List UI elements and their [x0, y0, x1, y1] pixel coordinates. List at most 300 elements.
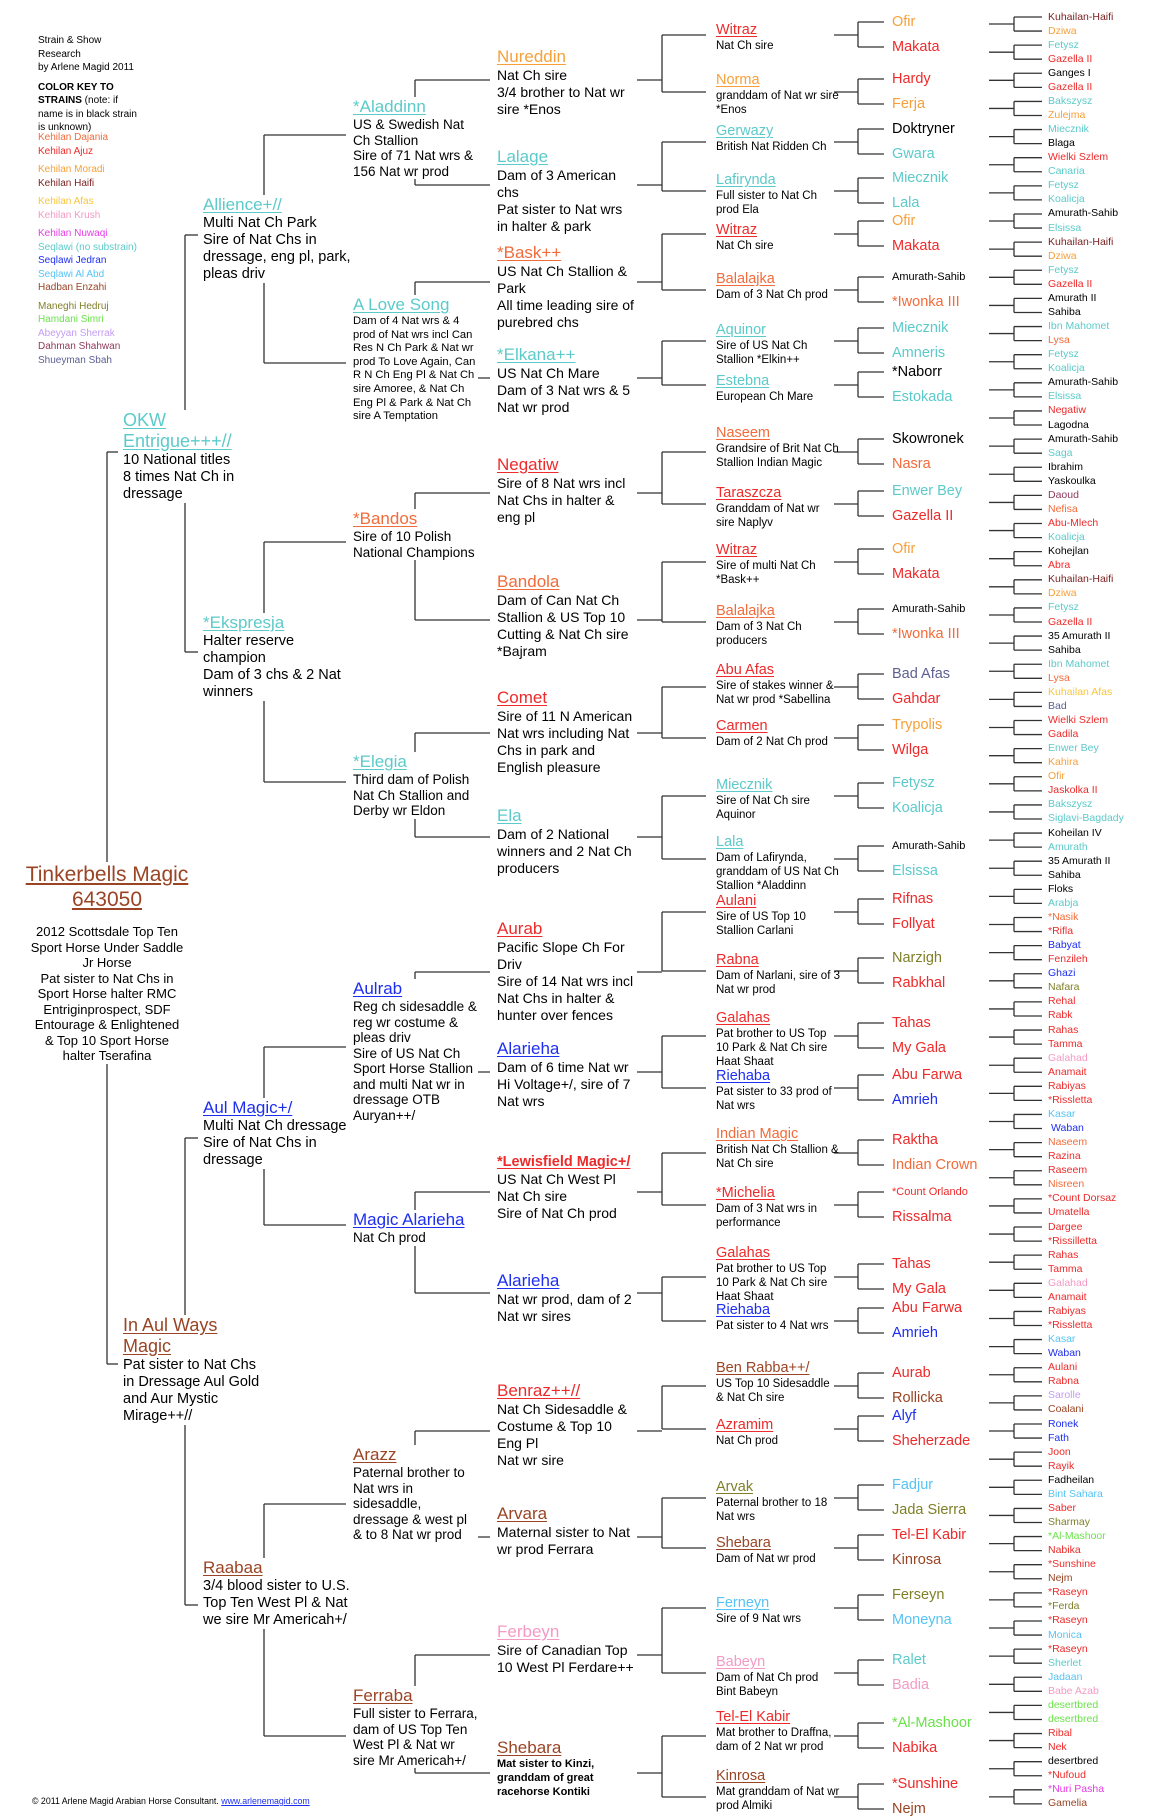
horse-name-link[interactable]: Aulrab	[353, 979, 403, 998]
horse-name-gen7: desertbred	[1048, 1698, 1099, 1711]
horse-name-link[interactable]: Estebna	[716, 373, 770, 389]
color-key-note: (note: if name is in black strain is unknown)	[38, 95, 137, 133]
horse-name-link[interactable]: Balalajka	[716, 603, 775, 619]
horse-name-link[interactable]: Gerwazy	[716, 123, 774, 139]
horse-name-link[interactable]: Norma	[716, 72, 760, 88]
horse-name-gen6: Rissalma	[892, 1209, 952, 1225]
horse-entry-gen5	[716, 485, 840, 530]
horse-name-gen6: Amurath-Sahib	[892, 271, 966, 283]
horse-description: Multi Nat Ch Park Sire of Nat Chs in dressage, eng pl, park, pleas driv	[203, 215, 351, 282]
chart-header	[38, 34, 142, 135]
horse-name-gen6: Gahdar	[892, 691, 941, 707]
horse-entry-gen5	[716, 718, 840, 749]
horse-name-gen6: Estokada	[892, 389, 953, 405]
horse-name-gen6: Nabika	[892, 1740, 938, 1756]
horse-entry-gen5	[716, 952, 840, 997]
horse-name-gen7: Raseem	[1048, 1164, 1088, 1177]
horse-name-gen6: *Iwonka III	[892, 294, 960, 310]
horse-name-link[interactable]: *Michelia	[716, 1185, 775, 1201]
horse-entry-gen1	[123, 1315, 263, 1425]
horse-entry-gen5	[716, 1010, 840, 1069]
horse-name-link[interactable]: Lala	[716, 834, 744, 850]
horse-description: Grandsire of Brit Nat Ch Stallion Indian Magic	[716, 443, 839, 469]
horse-name-link[interactable]: Tel-El Kabir	[716, 1709, 791, 1725]
horse-entry-gen5	[716, 1302, 840, 1333]
horse-name-gen7: Dargee	[1048, 1220, 1083, 1233]
horse-name-gen7: Nafara	[1048, 981, 1080, 994]
horse-name-link[interactable]: Arazz	[353, 1445, 397, 1464]
horse-description: Dam of 4 Nat wrs & 4 prod of Nat wrs incl Can Res N Ch Park & Nat wr prod To Love Again, Can R N Ch Eng Pl & Nat Ch sire Amoree, & Nat Ch Eng Pl & Park & Nat Ch sire A Temptation	[353, 315, 476, 423]
horse-name-link[interactable]: *Elkana++	[497, 345, 576, 364]
horse-name-gen7: Gazella II	[1048, 52, 1093, 65]
header-line-1: Strain & Show Research	[38, 35, 102, 60]
horse-entry-gen4	[497, 1738, 637, 1799]
horse-name-gen7: Ibrahim	[1048, 460, 1084, 473]
horse-description: Granddam of Nat wr sire Naplyv	[716, 503, 820, 529]
horse-name-link[interactable]: Azramim	[716, 1417, 774, 1433]
horse-name-gen6: Alyf	[892, 1408, 917, 1424]
horse-name-link[interactable]: Witraz	[716, 542, 758, 558]
horse-name-link[interactable]: Ferraba	[353, 1686, 413, 1705]
horse-name-link[interactable]: Riehaba	[716, 1068, 771, 1084]
horse-description: Sire of multi Nat Ch *Bask++	[716, 560, 816, 586]
horse-name-link[interactable]: Aul Magic+/	[203, 1098, 293, 1117]
horse-name-gen7: *Raseyn	[1048, 1614, 1088, 1627]
horse-name-gen7: Fetysz	[1048, 348, 1079, 361]
horse-entry-gen5	[716, 222, 840, 253]
horse-name-link[interactable]: *Bask++	[497, 243, 562, 262]
horse-name-gen7: Rahas	[1048, 1248, 1079, 1261]
horse-name-link[interactable]: A Love Song	[353, 295, 450, 314]
horse-entry-gen3	[353, 295, 478, 424]
horse-name-gen7: *Rissletta	[1048, 1319, 1093, 1331]
horse-name-link[interactable]: Abu Afas	[716, 662, 775, 678]
horse-entry-gen5	[716, 1185, 840, 1230]
horse-name-gen7: Sharmay	[1048, 1515, 1091, 1528]
legend-strain-aj: Kehilan Ajuz	[38, 145, 94, 157]
horse-description: Sire of 10 Polish National Champions	[353, 529, 475, 560]
footer	[32, 1796, 310, 1807]
horse-entry-gen5	[716, 1417, 840, 1448]
horse-entry-gen5	[716, 893, 840, 938]
horse-name-gen7: Canaria	[1048, 165, 1085, 178]
horse-entry-gen3	[353, 1445, 478, 1543]
horse-name-gen7: Ibn Mahomet	[1048, 320, 1110, 333]
horse-entry-gen3	[353, 752, 478, 819]
horse-description: Pat sister to 33 prod of Nat wrs	[716, 1086, 832, 1112]
horse-description: Multi Nat Ch dressage Sire of Nat Chs in dressage	[203, 1118, 347, 1168]
horse-name-gen7: Elsissa	[1048, 390, 1082, 403]
horse-name-gen6: Skowronek	[892, 431, 964, 447]
horse-name-link[interactable]: Lalage	[497, 147, 549, 166]
horse-entry-gen4	[497, 572, 637, 660]
horse-name-gen6: Koalicja	[892, 800, 943, 816]
horse-name-gen6: Abu Farwa	[892, 1300, 963, 1316]
horse-name-link[interactable]: Indian Magic	[716, 1126, 799, 1142]
horse-description: Sire of Canadian Top 10 West Pl Ferdare++	[497, 1642, 634, 1675]
horse-name-gen7: Fadheilan	[1048, 1473, 1095, 1486]
horse-name-gen6: Rollicka	[892, 1390, 943, 1406]
horse-name-gen6: Amurath-Sahib	[892, 603, 966, 615]
horse-name-link[interactable]: Alarieha	[497, 1271, 560, 1290]
website-link[interactable]: www.arlenemagid.com	[221, 1796, 310, 1806]
horse-name-gen7: Nefisa	[1048, 502, 1078, 515]
horse-name-gen6: Ofir	[892, 213, 916, 229]
horse-name-gen7: Tamma	[1048, 1262, 1083, 1275]
horse-name-gen7: *Rissletta	[1048, 1093, 1093, 1106]
horse-name-gen7: Kuhailan Afas	[1048, 685, 1113, 698]
horse-entry-gen4	[497, 1154, 637, 1222]
horse-name-gen6: Enwer Bey	[892, 483, 963, 499]
horse-description: Pat brother to US Top 10 Park & Nat Ch sire Haat Shaat	[716, 1263, 828, 1303]
horse-name-gen7: Coalani	[1048, 1403, 1084, 1416]
legend-strain-se: Seqlawi (no substrain)	[38, 241, 137, 253]
horse-name-link[interactable]: Shebara	[716, 1535, 771, 1551]
horse-name-link[interactable]: Alarieha	[497, 1039, 560, 1058]
horse-name-gen6: Moneyna	[892, 1612, 952, 1628]
legend-strain-kr: Kehilan Krush	[38, 209, 101, 221]
horse-name-gen7: Negatiw	[1048, 404, 1086, 417]
legend-strain-hm: Hamdani Simri	[38, 314, 104, 325]
horse-name-gen6: Doktryner	[892, 121, 955, 137]
horse-name-link[interactable]: Ferbeyn	[497, 1622, 560, 1641]
horse-name-gen7: Bad	[1048, 699, 1067, 712]
horse-name-gen7: Babe Azab	[1048, 1684, 1099, 1697]
horse-name-link[interactable]: Taraszcza	[716, 485, 782, 501]
horse-entry-gen5	[716, 373, 840, 404]
legend-strain-af: Kehilan Afas	[38, 196, 94, 207]
horse-name-link[interactable]: Galahas	[716, 1010, 771, 1026]
legend-group	[38, 300, 137, 368]
horse-name-link[interactable]: Kinrosa	[716, 1768, 766, 1784]
horse-description: Nat Ch prod	[716, 1435, 779, 1447]
horse-name-link[interactable]: Witraz	[716, 222, 758, 238]
horse-name-link[interactable]: Ferneyn	[716, 1595, 770, 1611]
horse-name-gen7: Ofir	[1048, 770, 1065, 783]
horse-name-gen7: *Rifla	[1048, 925, 1074, 938]
horse-name-gen6: Fadjur	[892, 1477, 934, 1493]
horse-name-link[interactable]: Allience+//	[203, 195, 282, 214]
horse-entry-gen5	[716, 1245, 840, 1304]
horse-description: Nat Ch sire	[716, 40, 774, 52]
horse-name-gen7: Umatella	[1048, 1206, 1090, 1219]
horse-name-link[interactable]: Bandola	[497, 572, 560, 591]
horse-name-link[interactable]: Lafirynda	[716, 172, 776, 188]
horse-name-gen6: Amurath-Sahib	[892, 840, 966, 852]
horse-name-link[interactable]: Aulani	[716, 893, 757, 909]
horse-entry-gen5	[716, 1068, 840, 1113]
horse-name-gen7: Galahad	[1048, 1051, 1088, 1064]
horse-description: Dam of 3 Nat Ch prod	[716, 289, 828, 301]
horse-description: US Nat Ch West Pl Nat Ch sire Sire of Nat Ch prod	[497, 1171, 617, 1221]
horse-entry-gen4	[497, 688, 637, 776]
horse-name-link[interactable]: *Lewisfield Magic+/	[497, 1154, 631, 1170]
horse-name-gen7: Aulani	[1048, 1361, 1078, 1374]
horse-name-link[interactable]: Ben Rabba++/	[716, 1360, 810, 1376]
horse-name-link[interactable]: Galahas	[716, 1245, 771, 1261]
horse-entry-gen5	[716, 1595, 840, 1626]
horse-entry-gen5	[716, 1479, 840, 1524]
horse-name-gen7: Fenzileh	[1048, 953, 1088, 966]
horse-entry-gen5	[716, 271, 840, 302]
horse-name-gen7: Siglavi-Bagdady	[1048, 812, 1124, 825]
horse-name-gen6: Rifnas	[892, 891, 934, 907]
horse-name-gen7: Amurath-Sahib	[1048, 207, 1119, 220]
horse-description: Dam of Nat wr prod	[716, 1553, 816, 1565]
horse-name-link[interactable]: *Elegia	[353, 752, 407, 771]
horse-description: US Nat Ch Mare Dam of 3 Nat wrs & 5 Nat wr prod	[497, 365, 631, 415]
horse-description: Dam of 2 National winners and 2 Nat Ch producers	[497, 826, 632, 876]
horse-name-gen7: Bakszysz	[1048, 94, 1093, 107]
horse-name-link[interactable]: Riehaba	[716, 1302, 771, 1318]
horse-name-gen6: Hardy	[892, 71, 931, 87]
horse-name-gen7: *Nasik	[1048, 910, 1079, 923]
horse-name-gen7: Galahad	[1048, 1276, 1088, 1289]
color-key-heading	[38, 81, 142, 135]
horse-name-gen7: *Nuri Pasha	[1048, 1783, 1105, 1796]
legend-strain-ab: Seqlawi Al Abd	[38, 268, 105, 280]
horse-entry-gen4	[497, 147, 637, 235]
horse-name-gen7: Dziwa	[1048, 249, 1077, 262]
horse-name-gen7: Kuhailan-Haifi	[1048, 10, 1114, 23]
horse-description: Maternal sister to Nat wr prod Ferrara	[497, 1524, 631, 1557]
horse-name-gen7: Dziwa	[1048, 587, 1077, 600]
horse-name-gen7: Yaskoulka	[1048, 474, 1096, 487]
horse-name-link[interactable]: Benraz++//	[497, 1381, 581, 1400]
horse-name-gen6: Elsissa	[892, 863, 938, 879]
horse-name-gen7: Koalicja	[1048, 531, 1085, 544]
horse-description: Mat sister to Kinzi, granddam of great racehorse Kontiki	[497, 1758, 595, 1798]
horse-name-link[interactable]: *Ekspresja	[203, 613, 285, 632]
horse-name-gen7: Ganges I	[1048, 66, 1091, 79]
horse-description: Nat Ch prod	[353, 1230, 426, 1245]
horse-name-gen7: Bakszysz	[1048, 798, 1093, 811]
legend-strain-nu: Kehilan Nuwaqi	[38, 228, 108, 239]
horse-description: Full sister to Nat Ch prod Ela	[716, 190, 817, 216]
horse-name-link[interactable]: Miecznik	[716, 777, 773, 793]
horse-description: Dam of 3 Nat wrs in performance	[716, 1203, 817, 1229]
horse-description: Halter reserve champion Dam of 3 chs & 2 Nat winners	[203, 633, 341, 700]
horse-name-gen6: Bad Afas	[892, 666, 951, 682]
horse-name-gen7: desertbred	[1048, 1755, 1099, 1768]
horse-description: Third dam of Polish Nat Ch Stallion and Derby wr Eldon	[353, 772, 470, 818]
horse-name-link[interactable]: Arvara	[497, 1504, 548, 1523]
horse-description: Sire of Nat Ch sire Aquinor	[716, 795, 810, 821]
horse-description: Dam of 6 time Nat wr Hi Voltage+/, sire of 7 Nat wrs	[497, 1059, 631, 1109]
horse-name-link[interactable]: Negatiw	[497, 455, 559, 474]
horse-description: granddam of Nat wr sire *Enos	[716, 90, 839, 116]
legend-strain-da: Kehilan Dajania	[38, 132, 109, 143]
horse-name-gen7: Ghazi	[1048, 967, 1076, 980]
horse-name-gen7: Amurath-Sahib	[1048, 432, 1119, 445]
color-key-title: COLOR KEY TO STRAINS	[38, 81, 114, 106]
horse-entry-gen4	[497, 806, 637, 877]
horse-name-link[interactable]: Naseem	[716, 425, 770, 441]
legend-strain-je: Seqlawi Jedran	[38, 255, 107, 266]
horse-name-gen6: Tel-El Kabir	[892, 1527, 967, 1543]
horse-name-link[interactable]: Witraz	[716, 22, 758, 38]
legend-group	[38, 163, 137, 190]
horse-name-gen7: *Count Dorsaz	[1048, 1192, 1117, 1205]
horse-name-gen7: Joon	[1048, 1445, 1071, 1458]
horse-entry-gen4	[497, 1271, 637, 1325]
horse-entry-gen5	[716, 322, 840, 367]
horse-name-link[interactable]: Ela	[497, 806, 522, 825]
horse-name-gen6: Fetysz	[892, 775, 935, 791]
horse-name-gen7: Babyat	[1048, 939, 1081, 952]
legend-strain-hb: Hadban Enzahi	[38, 282, 107, 293]
horse-name-gen6: *Naborr	[892, 364, 942, 380]
horse-name-gen7: desertbred	[1048, 1712, 1099, 1725]
horse-name-link[interactable]: Tinkerbells Magic 643050	[25, 863, 189, 911]
horse-name-gen6: Makata	[892, 238, 940, 254]
horse-name-gen6: Makata	[892, 39, 940, 55]
horse-name-gen6: Amrieh	[892, 1325, 938, 1341]
horse-name-gen6: Ofir	[892, 14, 916, 30]
horse-description: Sire of 8 Nat wrs incl Nat Chs in halter & eng pl	[497, 475, 626, 525]
copyright-text: © 2011 Arlene Magid Arabian Horse Consultant.	[32, 1796, 222, 1806]
horse-name-gen6: My Gala	[892, 1040, 946, 1056]
legend-strain-sh: Abeyyan Sherrak	[38, 327, 115, 339]
horse-name-link[interactable]: Aquinor	[716, 322, 766, 338]
horse-name-link[interactable]: Babeyn	[716, 1654, 766, 1670]
horse-description: Nat wr prod, dam of 2 Nat wr sires	[497, 1291, 632, 1324]
horse-entry-gen2	[203, 1098, 353, 1169]
horse-name-gen6: Aurab	[892, 1365, 931, 1381]
legend-group	[38, 131, 137, 158]
horse-description: Sire of US Nat Ch Stallion *Elkin++	[716, 340, 808, 366]
horse-name-gen6: Miecznik	[892, 320, 949, 336]
horse-name-gen6: Sheherzade	[892, 1433, 971, 1449]
horse-name-link[interactable]: Aurab	[497, 919, 543, 938]
horse-entry-gen5	[716, 425, 840, 470]
horse-name-link[interactable]: Rabna	[716, 952, 759, 968]
horse-name-gen7: 35 Amurath II	[1048, 854, 1111, 867]
horse-entry-gen0	[14, 862, 200, 1064]
horse-name-gen7: Kasar	[1048, 1107, 1076, 1120]
horse-entry-gen5	[716, 172, 840, 217]
horse-name-link[interactable]: Balalajka	[716, 271, 775, 287]
horse-name-link[interactable]: Nureddin	[497, 47, 566, 66]
horse-name-gen7: Gazella II	[1048, 615, 1093, 628]
horse-name-gen7: Saber	[1048, 1501, 1077, 1514]
legend-strain-dh: Dahman Shahwan	[38, 341, 121, 352]
horse-name-gen7: Tamma	[1048, 1037, 1083, 1050]
horse-entry-gen5	[716, 777, 840, 822]
horse-description: Dam of Lafirynda, granddam of US Nat Ch Stallion *Aladdinn	[716, 852, 839, 892]
horse-name-link[interactable]: Comet	[497, 688, 548, 707]
horse-description: Mat granddam of Nat wr prod Almiki	[716, 1786, 840, 1812]
horse-name-gen7: Kasar	[1048, 1333, 1076, 1346]
horse-name-link[interactable]: Raabaa	[203, 1558, 263, 1577]
horse-name-gen7: Amurath-Sahib	[1048, 376, 1119, 389]
horse-name-gen7: Rabiyas	[1048, 1304, 1086, 1317]
horse-name-gen6: Ferseyn	[892, 1587, 945, 1603]
horse-name-gen7: Sahiba	[1048, 643, 1081, 656]
horse-name-gen6: Amneris	[892, 345, 946, 361]
horse-name-gen6: Narzigh	[892, 950, 942, 966]
horse-entry-gen5	[716, 1535, 840, 1566]
horse-name-gen7: Daoud	[1048, 488, 1079, 501]
horse-name-gen6: Badia	[892, 1677, 930, 1693]
horse-name-link[interactable]: *Bandos	[353, 509, 418, 528]
horse-description: Sire of US Top 10 Stallion Carlani	[716, 911, 806, 937]
horse-name-gen7: Koalicja	[1048, 362, 1085, 375]
horse-name-gen6: *Count Orlando	[892, 1186, 968, 1198]
legend-strain-sb: Shueyman Sbah	[38, 354, 112, 366]
horse-name-gen6: Wilga	[892, 742, 929, 758]
horse-name-gen7: Gadila	[1048, 728, 1079, 741]
horse-name-gen7: Nisreen	[1048, 1178, 1085, 1191]
horse-name-gen7: Rabk	[1048, 1009, 1073, 1022]
horse-name-link[interactable]: OKW Entrigue+++//	[123, 410, 232, 451]
horse-entry-gen4	[497, 1504, 637, 1558]
horse-description: Nat Ch sire 3/4 brother to Nat wr sire *Enos	[497, 67, 625, 117]
horse-name-link[interactable]: In Aul Ways Magic	[123, 1315, 218, 1356]
horse-name-link[interactable]: Magic Alarieha	[353, 1210, 465, 1229]
horse-name-gen7: Enwer Bey	[1048, 742, 1099, 755]
horse-entry-gen3	[353, 509, 478, 560]
horse-name-gen6: Kinrosa	[892, 1552, 942, 1568]
horse-name-gen7: Anamait	[1048, 1290, 1087, 1303]
horse-entry-gen4	[497, 1039, 637, 1110]
horse-name-gen7: *Nufoud	[1048, 1769, 1086, 1782]
legend-group	[38, 195, 137, 222]
horse-name-gen7: Gamelia	[1048, 1797, 1088, 1810]
horse-name-gen7: Koalicja	[1048, 193, 1085, 206]
horse-entry-gen5	[716, 542, 840, 587]
horse-name-gen7: Amurath II	[1048, 291, 1097, 304]
horse-entry-gen2	[203, 195, 353, 283]
horse-name-gen6: Ferja	[892, 96, 926, 112]
horse-name-gen6: Amrieh	[892, 1092, 938, 1108]
horse-name-gen7: Saga	[1048, 446, 1073, 459]
horse-description: Paternal brother to Nat wrs in sidesaddle, dressage & west pl & to 8 Nat wr prod	[353, 1465, 468, 1542]
horse-description: European Ch Mare	[716, 391, 814, 403]
horse-description: Reg ch sidesaddle & reg wr costume & pleas driv Sire of US Nat Ch Sport Horse Stallion and multi Nat wr in dressage OTB Auryan++/	[353, 999, 477, 1123]
horse-name-gen6: Nasra	[892, 456, 931, 472]
horse-name-gen7: Lysa	[1048, 334, 1070, 347]
horse-name-gen7: Fetysz	[1048, 179, 1079, 192]
horse-description: Dam of Nat Ch prod Bint Babeyn	[716, 1672, 819, 1698]
horse-name-gen6: Indian Crown	[892, 1157, 978, 1173]
horse-name-gen7: Floks	[1048, 882, 1074, 895]
horse-entry-gen3	[353, 1686, 478, 1768]
horse-name-link[interactable]: Shebara	[497, 1738, 562, 1757]
horse-name-gen7: Nejm	[1048, 1572, 1073, 1585]
horse-description: Dam of 2 Nat Ch prod	[716, 736, 828, 748]
horse-name-gen7: Kohejlan	[1048, 545, 1089, 558]
horse-name-gen7: Rayik	[1048, 1459, 1075, 1472]
horse-name-link[interactable]: Arvak	[716, 1479, 754, 1495]
horse-description: Full sister to Ferrara, dam of US Top Ten West Pl & Nat wr sire Mr Americah+/	[353, 1706, 478, 1768]
horse-name-gen7: Miecznik	[1048, 123, 1089, 136]
horse-description: Sire of 11 N American Nat wrs including Nat Chs in park and English pleasure	[497, 708, 633, 775]
horse-name-link[interactable]: *Aladdinn	[353, 97, 426, 116]
horse-name-gen7: *Raseyn	[1048, 1586, 1088, 1599]
horse-description: Dam of 3 Nat Ch producers	[716, 621, 802, 647]
horse-name-gen7: Kahira	[1048, 756, 1079, 769]
horse-name-gen6: Trypolis	[892, 717, 943, 733]
horse-description: Pat sister to Nat Chs in Dressage Aul Gold and Aur Mystic Mirage++//	[123, 1357, 260, 1424]
horse-name-gen7: Fetysz	[1048, 263, 1079, 276]
horse-name-gen6: Gazella II	[892, 508, 954, 524]
horse-entry-gen3	[353, 979, 478, 1123]
horse-description: Pacific Slope Ch For Driv Sire of 14 Nat wrs incl Nat Chs in halter & hunter over fences	[497, 939, 634, 1023]
horse-name-gen7: Wielki Szlem	[1048, 714, 1109, 726]
horse-entry-gen5	[716, 662, 840, 707]
horse-name-link[interactable]: Carmen	[716, 718, 768, 734]
